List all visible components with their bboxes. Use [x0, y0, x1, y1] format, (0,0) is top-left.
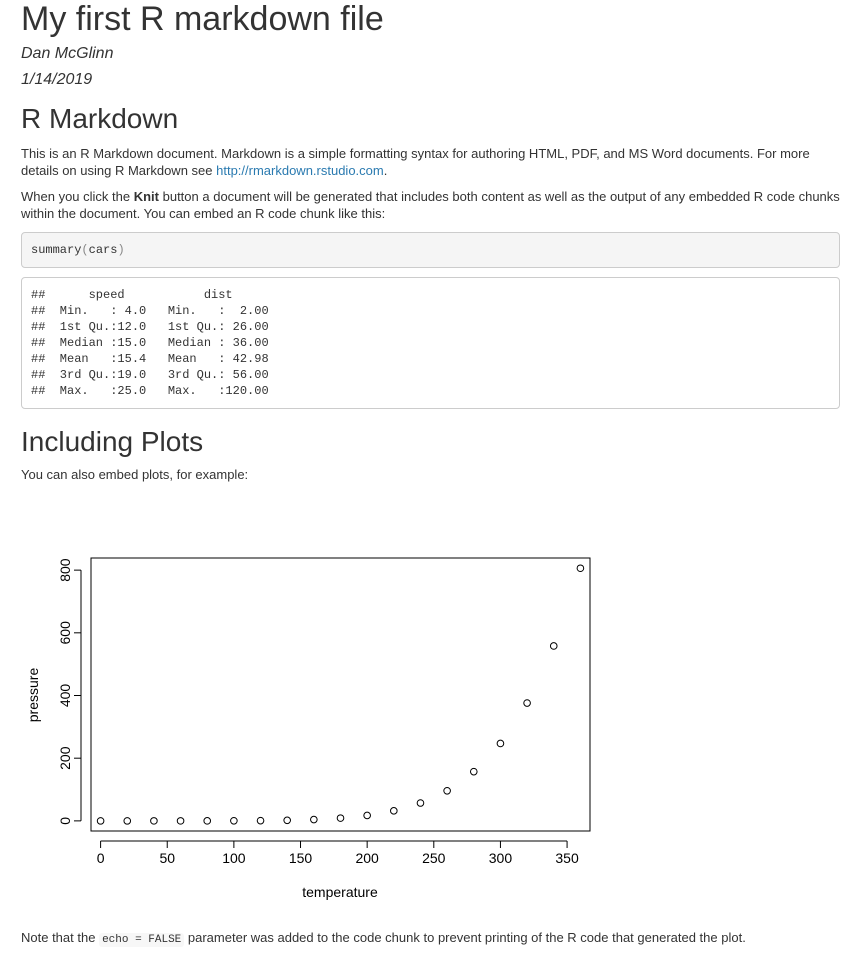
data-point [97, 818, 104, 825]
intro-paragraph [21, 145, 840, 179]
data-point [231, 817, 238, 824]
x-axis-label: temperature [302, 884, 378, 900]
output-line: ## 3rd Qu.:19.0 3rd Qu.: 56.00 [31, 368, 284, 382]
output-line: ## Min. : 4.0 Min. : 2.00 [31, 304, 284, 318]
data-point [124, 818, 131, 825]
x-axis [97, 841, 579, 866]
x-tick-label: 250 [422, 850, 446, 866]
date: 1/14/2019 [21, 71, 93, 88]
code-close-paren: ) [117, 243, 125, 257]
knit-text-pre: When you click the [21, 189, 134, 204]
y-axis-label: pressure [25, 667, 41, 723]
note-text-post: parameter was added to the code chunk to prevent printing of the R code that generated the plot. [184, 930, 746, 945]
knit-text-post: button a document will be generated that includes both content as well as the output of any embedded R code chunks within the document. You can embed an R code chunk like this: [21, 189, 840, 221]
x-tick-label: 350 [555, 850, 579, 866]
author: Dan McGlinn [21, 45, 114, 62]
note-paragraph [21, 929, 840, 949]
data-point [151, 818, 158, 825]
output-line: ## speed dist [31, 288, 284, 302]
x-tick-label: 150 [288, 850, 313, 866]
x-tick-label: 200 [355, 850, 379, 866]
x-tick-label: 0 [96, 850, 105, 866]
data-point [311, 816, 318, 823]
intro-text: This is an R Markdown document. Markdown is a simple formatting syntax for authoring HTML, PDF, and MS Word documents. For more details on using R Markdown see [21, 146, 810, 178]
data-point [497, 740, 504, 747]
data-point [284, 817, 291, 824]
data-point [257, 817, 264, 824]
data-point [524, 700, 531, 707]
note-code: echo = FALSE [99, 933, 184, 947]
plot-box [91, 558, 590, 831]
output-line: ## Median :15.0 Median : 36.00 [31, 336, 284, 350]
data-point [204, 818, 211, 825]
plots-paragraph: You can also embed plots, for example: [21, 467, 249, 482]
knit-bold: Knit [133, 189, 159, 204]
x-tick-label: 100 [222, 850, 246, 866]
data-point [391, 808, 398, 815]
output-line: ## Mean :15.4 Mean : 42.98 [31, 352, 284, 366]
code-argument: cars [88, 243, 118, 257]
intro-end: . [383, 163, 388, 178]
y-tick-label: 200 [57, 746, 73, 770]
y-tick-label: 400 [57, 683, 73, 708]
x-tick-label: 50 [159, 850, 176, 866]
section-heading-r-markdown: R Markdown [21, 103, 179, 134]
page-title: My first R markdown file [21, 0, 384, 38]
code-chunk [21, 232, 840, 268]
data-points [97, 565, 583, 824]
data-point [470, 768, 477, 775]
output-line: ## 1st Qu.:12.0 1st Qu.: 26.00 [31, 320, 284, 334]
y-tick-label: 800 [57, 558, 73, 582]
knit-paragraph [21, 188, 840, 222]
pressure-scatter-plot [0, 490, 866, 940]
rmarkdown-link[interactable]: http://rmarkdown.rstudio.com [216, 163, 384, 178]
data-point [417, 800, 424, 807]
y-axis [57, 558, 81, 825]
output-line: ## Max. :25.0 Max. :120.00 [31, 384, 284, 398]
data-point [444, 787, 451, 794]
data-point [550, 643, 557, 650]
y-tick-label: 600 [57, 621, 73, 645]
code-function: summary [31, 243, 82, 257]
code-output [21, 277, 840, 409]
document [21, 0, 840, 483]
code-open-paren: ( [81, 243, 89, 257]
data-point [364, 812, 371, 819]
x-tick-label: 300 [488, 850, 513, 866]
data-point [177, 818, 184, 825]
data-point [337, 815, 344, 822]
y-tick-label: 0 [57, 816, 73, 825]
section-heading-plots: Including Plots [21, 426, 204, 457]
data-point [577, 565, 584, 572]
note-text-pre: Note that the [21, 930, 100, 945]
